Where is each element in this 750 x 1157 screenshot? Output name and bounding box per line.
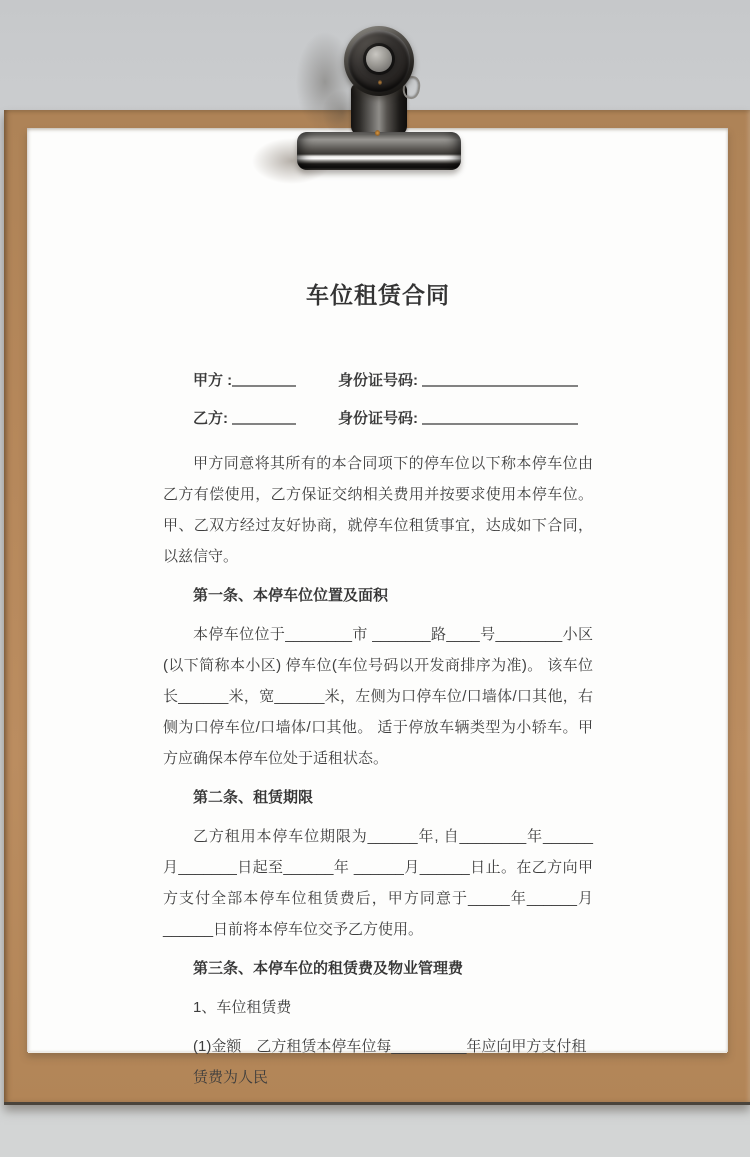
section-2-paragraph: 乙方租用本停车位期限为______年, 自________年______月_______日起至______年 ______月______日止。在乙方向甲方支付全部本停车位租赁费后，甲方同意于_____年______月______日前将本停车位交予乙方使用。 [163,828,593,938]
clip-wire-handle [401,75,421,100]
party-b-id-label: 身份证号码: [338,410,418,427]
clip-glint-top [378,80,382,85]
intro-paragraph: 甲方同意将其所有的本合同项下的停车位以下称本停车位由乙方有偿使用，乙方保证交纳相关费用并按要求使用本停车位。甲、乙双方经过友好协商，就停车位租赁事宜，达成如下合同，以兹信守。 [163,455,593,565]
party-b-name-blank [232,408,296,425]
section-2-heading: 第二条、租赁期限 [193,789,314,806]
party-a-name-blank [232,370,296,387]
section-1-paragraph: 本停车位位于________市 _______路____号________小区(以下简称本小区) 停车位(车位号码以开发商排序为准)。 该车位长______米，宽______米，左侧为口停车位/口墙体/口其他，右侧为口停车位/口墙体/口其他。 适于停放车辆类型为小轿车。甲方应确保本停车位处于适租状态。 [163,626,593,767]
party-b-id-blank [422,408,578,425]
party-a-label: 甲方 : [193,372,233,389]
clip-spring-drum [344,26,414,96]
contract-title: 车位租赁合同 [306,282,450,308]
party-a-group [193,362,338,400]
party-b-group [193,400,338,438]
clip-drum-face [348,30,410,92]
party-a-id-blank [422,370,578,387]
section-1-heading: 第一条、本停车位位置及面积 [193,587,389,604]
contract-page [27,128,728,1086]
section-3-item-2: (1)金额 乙方租赁本停车位每_________年应向甲方支付租赁费为人民 [193,1038,587,1086]
section-3-heading: 第三条、本停车位的租赁费及物业管理费 [193,960,464,977]
clip-drum-hole [366,46,392,72]
contract-body [27,278,728,1093]
party-b-label: 乙方: [193,410,228,427]
section-3-item-1: 1、车位租赁费 [193,999,292,1016]
party-a-id-label: 身份证号码: [338,372,418,389]
party-b-row [163,400,593,438]
party-a-row [163,362,593,400]
